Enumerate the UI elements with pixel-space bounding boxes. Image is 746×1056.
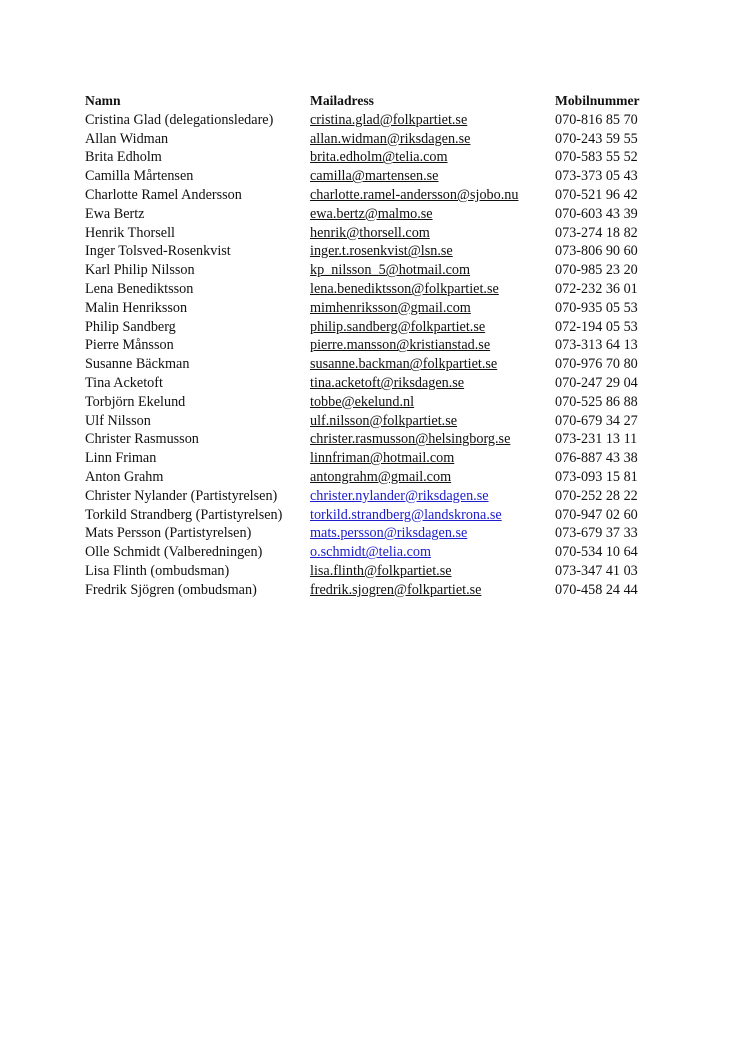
contact-phone: 073-231 13 11	[555, 431, 638, 448]
contact-phone: 070-947 02 60	[555, 506, 638, 523]
contact-name: Karl Philip Nilsson	[85, 262, 195, 279]
contact-phone: 070-521 96 42	[555, 186, 638, 203]
contact-phone: 070-252 28 22	[555, 487, 638, 504]
contact-phone: 070-935 05 53	[555, 299, 638, 316]
contact-mail-link[interactable]: ewa.bertz@malmo.se	[310, 205, 433, 222]
contact-mail-link[interactable]: cristina.glad@folkpartiet.se	[310, 111, 468, 128]
contact-name: Susanne Bäckman	[85, 356, 190, 373]
table-row	[85, 487, 655, 506]
contact-phone: 072-194 05 53	[555, 318, 638, 335]
contact-name: Henrik Thorsell	[85, 224, 175, 241]
contact-name: Lisa Flinth (ombudsman)	[85, 562, 230, 579]
contact-mail-cell	[310, 186, 555, 205]
table-row	[85, 524, 655, 543]
contact-mail-link[interactable]: christer.rasmusson@helsingborg.se	[310, 431, 511, 448]
column-header-name: Namn	[85, 93, 121, 108]
contact-mail-cell	[310, 355, 555, 374]
contact-phone: 073-679 37 33	[555, 525, 638, 542]
contact-mail-cell	[310, 581, 555, 600]
contact-mail-link[interactable]: brita.edholm@telia.com	[310, 149, 448, 166]
table-row	[85, 148, 655, 167]
contact-phone: 076-887 43 38	[555, 450, 638, 467]
contact-mail-cell	[310, 242, 555, 261]
contact-rows	[85, 111, 655, 600]
contact-phone: 073-806 90 60	[555, 243, 638, 260]
contact-mail-cell	[310, 393, 555, 412]
contact-mail-cell	[310, 318, 555, 337]
table-row	[85, 393, 655, 412]
contact-phone: 070-985 23 20	[555, 262, 638, 279]
table-row	[85, 242, 655, 261]
contact-phone: 070-458 24 44	[555, 581, 638, 598]
contact-mail-cell	[310, 506, 555, 525]
contact-mail-link[interactable]: torkild.strandberg@landskrona.se	[310, 506, 502, 523]
table-row	[85, 224, 655, 243]
column-header-phone: Mobilnummer	[555, 93, 640, 108]
contact-mail-cell	[310, 205, 555, 224]
contact-mail-link[interactable]: fredrik.sjogren@folkpartiet.se	[310, 581, 482, 598]
contact-mail-cell	[310, 130, 555, 149]
table-row	[85, 261, 655, 280]
contact-mail-cell	[310, 524, 555, 543]
contact-mail-cell	[310, 111, 555, 130]
table-row	[85, 318, 655, 337]
contact-mail-link[interactable]: mats.persson@riksdagen.se	[310, 525, 468, 542]
contact-mail-cell	[310, 336, 555, 355]
contact-mail-cell	[310, 167, 555, 186]
contact-mail-cell	[310, 562, 555, 581]
contact-mail-link[interactable]: tina.acketoft@riksdagen.se	[310, 374, 465, 391]
contact-mail-cell	[310, 468, 555, 487]
contact-mail-cell	[310, 374, 555, 393]
table-row	[85, 506, 655, 525]
contact-name: Inger Tolsved-Rosenkvist	[85, 243, 231, 260]
contact-phone: 073-313 64 13	[555, 337, 638, 354]
table-row	[85, 449, 655, 468]
contact-name: Ulf Nilsson	[85, 412, 151, 429]
table-row	[85, 336, 655, 355]
table-row	[85, 355, 655, 374]
contact-phone: 070-525 86 88	[555, 393, 638, 410]
contact-name: Charlotte Ramel Andersson	[85, 186, 242, 203]
contact-mail-link[interactable]: mimhenriksson@gmail.com	[310, 299, 471, 316]
contact-name: Lena Benediktsson	[85, 280, 194, 297]
contact-mail-link[interactable]: allan.widman@riksdagen.se	[310, 130, 471, 147]
table-row	[85, 130, 655, 149]
contact-phone: 073-093 15 81	[555, 468, 638, 485]
contact-name: Malin Henriksson	[85, 299, 188, 316]
contact-mail-link[interactable]: susanne.backman@folkpartiet.se	[310, 356, 498, 373]
contact-mail-cell	[310, 280, 555, 299]
contact-name: Christer Nylander (Partistyrelsen)	[85, 487, 278, 504]
contact-mail-cell	[310, 430, 555, 449]
contact-mail-link[interactable]: camilla@martensen.se	[310, 168, 439, 185]
contact-mail-cell	[310, 224, 555, 243]
contact-phone: 070-534 10 64	[555, 544, 638, 561]
contact-phone: 070-247 29 04	[555, 374, 638, 391]
contact-mail-link[interactable]: ulf.nilsson@folkpartiet.se	[310, 412, 458, 429]
contact-mail-link[interactable]: kp_nilsson_5@hotmail.com	[310, 262, 471, 279]
contact-mail-link[interactable]: o.schmidt@telia.com	[310, 544, 432, 561]
contact-table	[85, 92, 655, 600]
contact-phone: 070-583 55 52	[555, 149, 638, 166]
contact-name: Linn Friman	[85, 450, 157, 467]
contact-mail-cell	[310, 412, 555, 431]
table-row	[85, 581, 655, 600]
contact-mail-link[interactable]: pierre.mansson@kristianstad.se	[310, 337, 491, 354]
table-row	[85, 280, 655, 299]
contact-name: Allan Widman	[85, 130, 169, 147]
table-header-row	[85, 92, 655, 111]
contact-phone: 070-603 43 39	[555, 205, 638, 222]
table-row	[85, 299, 655, 318]
table-row	[85, 562, 655, 581]
table-row	[85, 412, 655, 431]
contact-mail-cell	[310, 148, 555, 167]
contact-name: Fredrik Sjögren (ombudsman)	[85, 581, 257, 598]
contact-mail-cell	[310, 543, 555, 562]
contact-phone: 070-679 34 27	[555, 412, 638, 429]
table-row	[85, 543, 655, 562]
table-row	[85, 111, 655, 130]
contact-name: Christer Rasmusson	[85, 431, 199, 448]
contact-name: Brita Edholm	[85, 149, 162, 166]
contact-mail-link[interactable]: christer.nylander@riksdagen.se	[310, 487, 489, 504]
contact-mail-link[interactable]: philip.sandberg@folkpartiet.se	[310, 318, 486, 335]
contact-name: Cristina Glad (delegationsledare)	[85, 111, 274, 128]
contact-mail-link[interactable]: charlotte.ramel-andersson@sjobo.nu	[310, 186, 519, 203]
contact-mail-cell	[310, 449, 555, 468]
table-row	[85, 430, 655, 449]
contact-phone: 070-976 70 80	[555, 356, 638, 373]
contact-phone: 070-816 85 70	[555, 111, 638, 128]
table-row	[85, 186, 655, 205]
contact-mail-link[interactable]: lisa.flinth@folkpartiet.se	[310, 562, 452, 579]
contact-name: Olle Schmidt (Valberedningen)	[85, 544, 263, 561]
contact-phone: 070-243 59 55	[555, 130, 638, 147]
contact-phone: 072-232 36 01	[555, 280, 638, 297]
contact-phone: 073-373 05 43	[555, 168, 638, 185]
contact-name: Ewa Bertz	[85, 205, 145, 222]
contact-name: Anton Grahm	[85, 468, 164, 485]
contact-mail-link[interactable]: inger.t.rosenkvist@lsn.se	[310, 243, 453, 260]
contact-name: Torbjörn Ekelund	[85, 393, 186, 410]
table-row	[85, 167, 655, 186]
contact-phone: 073-347 41 03	[555, 562, 638, 579]
contact-name: Torkild Strandberg (Partistyrelsen)	[85, 506, 283, 523]
contact-mail-link[interactable]: henrik@thorsell.com	[310, 224, 430, 241]
contact-name: Pierre Månsson	[85, 337, 174, 354]
contact-mail-link[interactable]: antongrahm@gmail.com	[310, 468, 452, 485]
contact-phone: 073-274 18 82	[555, 224, 638, 241]
contact-name: Camilla Mårtensen	[85, 168, 194, 185]
contact-mail-link[interactable]: lena.benediktsson@folkpartiet.se	[310, 280, 499, 297]
contact-mail-cell	[310, 261, 555, 280]
contact-mail-cell	[310, 299, 555, 318]
contact-name: Tina Acketoft	[85, 374, 163, 391]
contact-name: Philip Sandberg	[85, 318, 176, 335]
contact-mail-link[interactable]: linnfriman@hotmail.com	[310, 450, 455, 467]
table-row	[85, 374, 655, 393]
table-row	[85, 468, 655, 487]
table-row	[85, 205, 655, 224]
contact-mail-link[interactable]: tobbe@ekelund.nl	[310, 393, 415, 410]
contact-mail-cell	[310, 487, 555, 506]
column-header-mail: Mailadress	[310, 93, 374, 108]
contact-name: Mats Persson (Partistyrelsen)	[85, 525, 252, 542]
